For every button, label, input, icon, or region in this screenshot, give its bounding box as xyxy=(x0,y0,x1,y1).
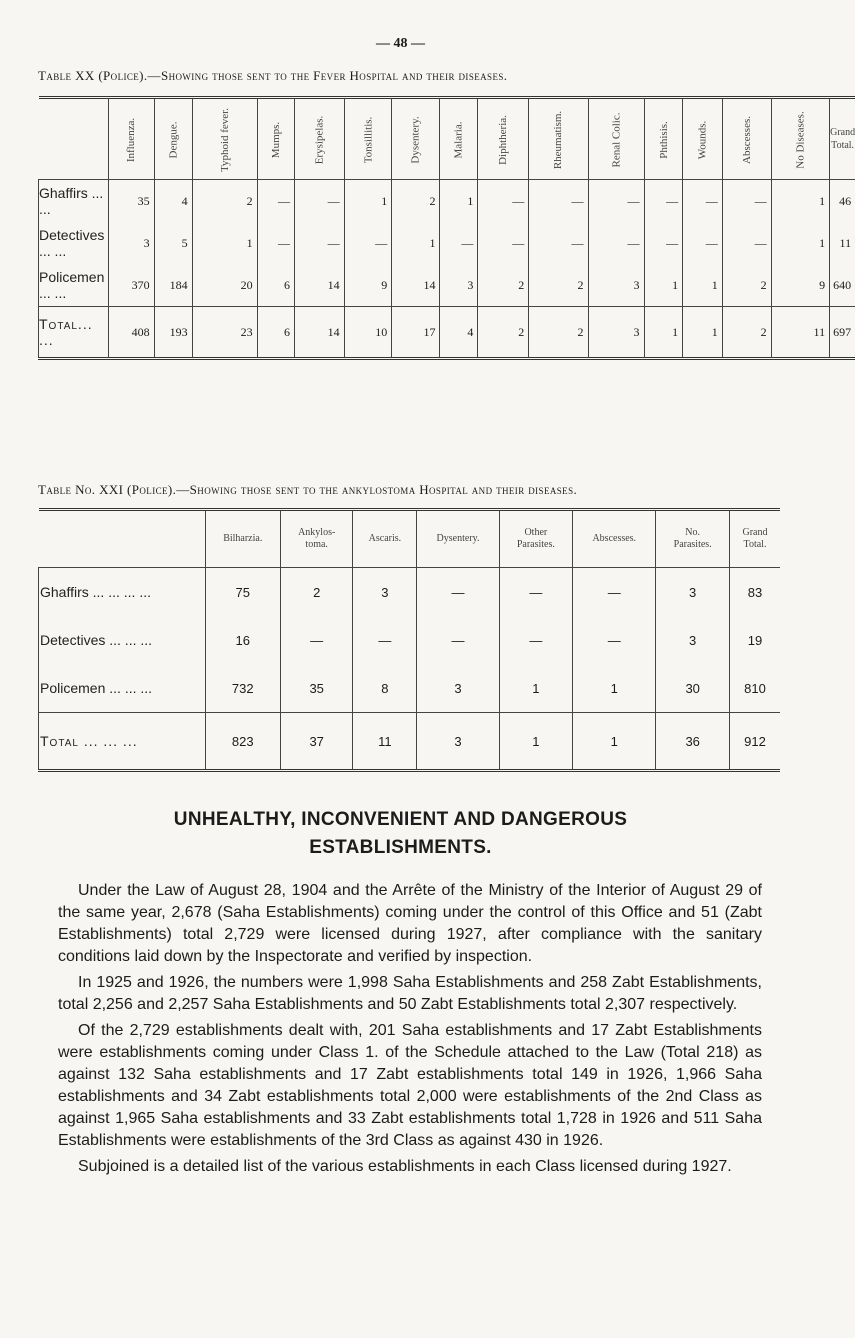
table-row xyxy=(39,568,781,617)
column-header-label: Mumps. xyxy=(269,121,282,158)
row-total: 46 xyxy=(830,180,855,223)
table-cell: — xyxy=(257,222,294,264)
table-cell: — xyxy=(644,180,683,223)
paragraph: Subjoined is a detailed list of the various establishments in each Class licensed during 1927. xyxy=(78,1158,732,1175)
table-cell: 83 xyxy=(730,568,781,617)
table-cell: — xyxy=(478,222,529,264)
table-cell: — xyxy=(683,222,723,264)
table-cell: 8 xyxy=(353,664,417,713)
table-cell: 1 xyxy=(683,264,723,307)
table-cell: 732 xyxy=(205,664,281,713)
column-header-label: Dysentery. xyxy=(409,115,422,164)
table-cell: 19 xyxy=(730,616,781,664)
table-cell: 3 xyxy=(440,264,478,307)
table-cell: 35 xyxy=(281,664,353,713)
table-cell: 1 xyxy=(392,222,440,264)
section-body xyxy=(58,880,762,1182)
page-number: — 48 — xyxy=(376,36,425,51)
table-cell: 6 xyxy=(257,307,294,359)
grand-total-header: Grand Total. xyxy=(830,98,855,180)
table-cell: 1 xyxy=(644,264,683,307)
column-header-label: Abscesses. xyxy=(740,115,753,164)
fever-hospital-table xyxy=(38,96,855,360)
column-header: Ascaris. xyxy=(353,510,417,568)
table-cell: 14 xyxy=(392,264,440,307)
table-row xyxy=(39,664,781,713)
table-cell: 912 xyxy=(730,713,781,771)
column-header-label: Malaria. xyxy=(452,121,465,158)
table-cell: 23 xyxy=(192,307,257,359)
table-cell: 10 xyxy=(344,307,392,359)
table-cell: 184 xyxy=(154,264,192,307)
table-cell: 1 xyxy=(771,180,829,223)
table-cell: — xyxy=(722,222,771,264)
column-header: Bilharzia. xyxy=(205,510,281,568)
table-cell: — xyxy=(573,568,656,617)
table-cell: — xyxy=(281,616,353,664)
table-cell: 14 xyxy=(295,307,345,359)
table-cell: 17 xyxy=(392,307,440,359)
table-cell: 2 xyxy=(281,568,353,617)
column-header xyxy=(257,98,294,180)
table-cell: — xyxy=(353,616,417,664)
column-header xyxy=(392,98,440,180)
column-header-label: Renal Colic. xyxy=(610,112,623,167)
table-row xyxy=(39,616,781,664)
column-header-label: Erysipelas. xyxy=(313,115,326,164)
paragraph: Under the Law of August 28, 1904 and the Arrête of the Ministry of the Interior of August 29 of the same year, 2,678 (Saha Establishments) coming under the control of this Office and 51 (Zabt Establishments) total 2,729 were licensed during 1927, after compliance with the sanitary conditions laid down by the Inspectorate and verified by inspection. xyxy=(58,882,762,965)
table-cell: 30 xyxy=(656,664,730,713)
column-header xyxy=(771,98,829,180)
table-cell: — xyxy=(683,180,723,223)
column-header-label: Rheumatism. xyxy=(552,110,565,169)
table-cell: 14 xyxy=(295,264,345,307)
column-header xyxy=(644,98,683,180)
table-cell: — xyxy=(295,180,345,223)
column-header: Grand Total. xyxy=(730,510,781,568)
table-cell: 1 xyxy=(440,180,478,223)
table-cell: 1 xyxy=(771,222,829,264)
ankylostoma-hospital-table xyxy=(38,508,780,772)
table-cell: — xyxy=(529,180,588,223)
row-total: 11 xyxy=(830,222,855,264)
column-header: Ankylos- toma. xyxy=(281,510,353,568)
column-header-label: Dengue. xyxy=(167,121,180,158)
table-cell: 6 xyxy=(257,264,294,307)
table-cell: 20 xyxy=(192,264,257,307)
ankylostoma-table-title: Table No. XXI (Police).—Showing those sent to the ankylostoma Hospital and their diseases. xyxy=(38,482,578,497)
table-cell: 1 xyxy=(644,307,683,359)
table-cell: — xyxy=(499,568,573,617)
row-label: Ghaffirs ... ... ... ... xyxy=(39,568,206,617)
table-cell: 1 xyxy=(192,222,257,264)
table-cell: 2 xyxy=(192,180,257,223)
table-cell: 3 xyxy=(656,568,730,617)
table-cell: 36 xyxy=(656,713,730,771)
table-cell: 3 xyxy=(656,616,730,664)
table-cell: 370 xyxy=(109,264,154,307)
column-header: No. Parasites. xyxy=(656,510,730,568)
table-cell: — xyxy=(440,222,478,264)
column-header-label: No Diseases. xyxy=(794,110,807,169)
column-header xyxy=(192,98,257,180)
row-total: 697 xyxy=(830,307,855,359)
column-header xyxy=(588,98,644,180)
table-cell: 3 xyxy=(353,568,417,617)
column-header-label: Diphtheria. xyxy=(497,114,510,165)
table-cell: — xyxy=(478,180,529,223)
table-cell: 3 xyxy=(109,222,154,264)
corner-cell xyxy=(39,98,109,180)
table-cell: 11 xyxy=(353,713,417,771)
section-heading: UNHEALTHY, INCONVENIENT AND DANGEROUS xyxy=(173,809,628,830)
table-cell: 1 xyxy=(683,307,723,359)
table-cell: 5 xyxy=(154,222,192,264)
section-heading-cont: ESTABLISHMENTS. xyxy=(309,837,492,858)
table-cell: 4 xyxy=(440,307,478,359)
column-header-label: Typhoid fever. xyxy=(218,107,231,172)
column-header xyxy=(109,98,154,180)
table-cell: 2 xyxy=(529,307,588,359)
table-cell: 9 xyxy=(771,264,829,307)
table-cell: — xyxy=(588,222,644,264)
table-cell: — xyxy=(644,222,683,264)
column-header xyxy=(683,98,723,180)
column-header xyxy=(154,98,192,180)
table-cell: 193 xyxy=(154,307,192,359)
table-cell: 2 xyxy=(722,307,771,359)
column-header-label: Phthisis. xyxy=(657,120,670,159)
total-row xyxy=(39,713,781,771)
table-cell: 1 xyxy=(344,180,392,223)
row-label: Policemen ... ... xyxy=(39,264,109,307)
table-cell: 810 xyxy=(730,664,781,713)
table-cell: — xyxy=(499,616,573,664)
table-cell: 11 xyxy=(771,307,829,359)
column-header: Abscesses. xyxy=(573,510,656,568)
column-header xyxy=(529,98,588,180)
table-cell: 3 xyxy=(588,307,644,359)
table-row xyxy=(39,264,855,307)
table-cell: 408 xyxy=(109,307,154,359)
table-cell: 37 xyxy=(281,713,353,771)
table-row xyxy=(39,222,855,264)
table-cell: — xyxy=(529,222,588,264)
table-cell: — xyxy=(588,180,644,223)
column-header: Dysentery. xyxy=(417,510,499,568)
table-cell: — xyxy=(722,180,771,223)
paragraph: Of the 2,729 establishments dealt with, 201 Saha establishments and 17 Zabt Establishments were establishments coming under Class 1. of the Schedule attached to the Law (Total 218) as against 132 Saha establishments and 17 Zabt establishments total 149 in 1926, 1,966 Saha establishments and 34 Zabt establishments total 2,000 were establishments of the 2nd Class as against 1,965 Saha establishments and 33 Zabt establishments total 1,728 in 1926 and 511 Saha Establishments were establishments of the 3rd Class as against 430 in 1926. xyxy=(58,1022,762,1149)
column-header xyxy=(344,98,392,180)
table-cell: 2 xyxy=(478,264,529,307)
table-cell: — xyxy=(344,222,392,264)
table-cell: 2 xyxy=(478,307,529,359)
table-cell: 2 xyxy=(529,264,588,307)
column-header-label: Influenza. xyxy=(125,117,138,162)
column-header-label: Tonsillitis. xyxy=(361,116,374,163)
total-row xyxy=(39,307,855,359)
table-cell: 3 xyxy=(588,264,644,307)
row-label: Detectives ... ... ... xyxy=(39,616,206,664)
table-cell: 75 xyxy=(205,568,281,617)
row-total: 640 xyxy=(830,264,855,307)
table-cell: — xyxy=(417,568,499,617)
table-cell: — xyxy=(417,616,499,664)
table-cell: 2 xyxy=(722,264,771,307)
column-header xyxy=(440,98,478,180)
column-header xyxy=(722,98,771,180)
table-row xyxy=(39,180,855,223)
column-header: Other Parasites. xyxy=(499,510,573,568)
table-cell: 823 xyxy=(205,713,281,771)
table-cell: 9 xyxy=(344,264,392,307)
table-cell: 16 xyxy=(205,616,281,664)
table-cell: — xyxy=(295,222,345,264)
table-cell: 2 xyxy=(392,180,440,223)
table-cell: 3 xyxy=(417,713,499,771)
table-cell: 4 xyxy=(154,180,192,223)
table-cell: 1 xyxy=(499,713,573,771)
row-label: Ghaffirs ... ... xyxy=(39,180,109,223)
corner-cell xyxy=(39,510,206,568)
table-cell: 1 xyxy=(573,713,656,771)
row-label: Total... ... xyxy=(39,307,109,359)
column-header xyxy=(295,98,345,180)
table-cell: — xyxy=(257,180,294,223)
row-label: Total ... ... ... xyxy=(39,713,206,771)
fever-table-title: Table XX (Police).—Showing those sent to the Fever Hospital and their diseases. xyxy=(38,68,508,83)
table-cell: 3 xyxy=(417,664,499,713)
row-label: Policemen ... ... ... xyxy=(39,664,206,713)
column-header-label: Wounds. xyxy=(696,120,709,159)
paragraph: In 1925 and 1926, the numbers were 1,998 Saha Establishments and 258 Zabt Establishments, total 2,256 and 2,257 Saha Establishments and 50 Zabt Establishments total 2,307 respectively. xyxy=(58,974,762,1013)
table-cell: 1 xyxy=(499,664,573,713)
table-cell: 35 xyxy=(109,180,154,223)
column-header xyxy=(478,98,529,180)
table-cell: 1 xyxy=(573,664,656,713)
row-label: Detectives ... ... xyxy=(39,222,109,264)
table-cell: — xyxy=(573,616,656,664)
